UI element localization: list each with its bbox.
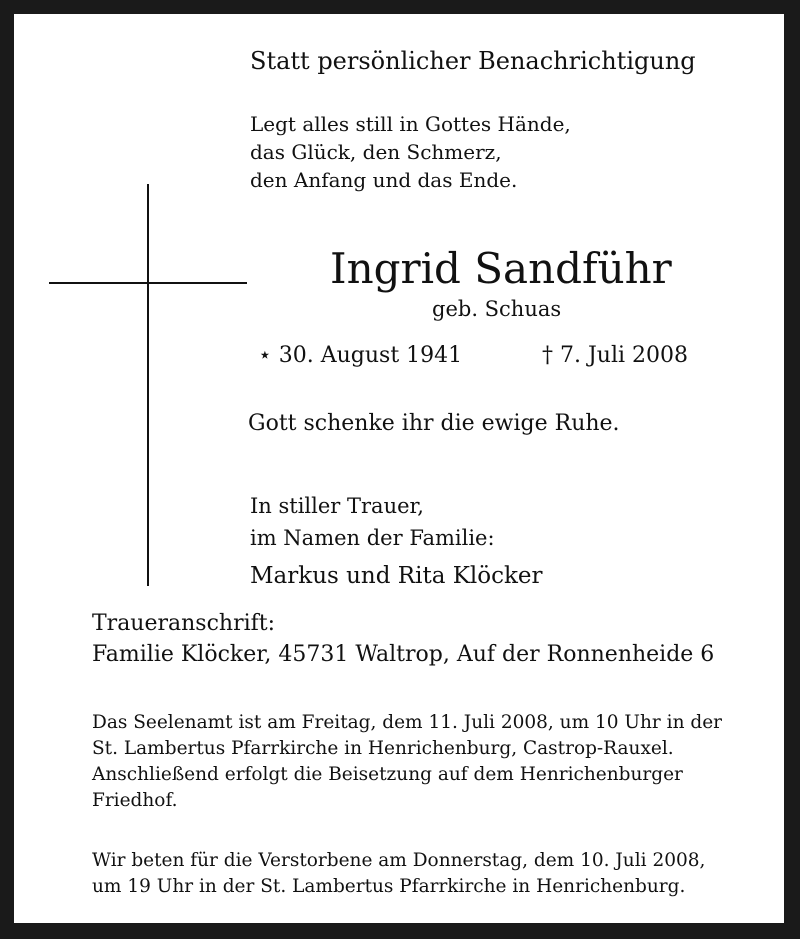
deceased-name: Ingrid Sandführ xyxy=(330,244,672,293)
mourning-names: Markus und Rita Klöcker xyxy=(250,563,543,589)
cross-icon-horizontal-bar xyxy=(49,282,247,284)
prayer-notice: Wir beten für die Verstorbene am Donnerstag, dem 10. Juli 2008, um 19 Uhr in der St. Lambertus Pfarrkirche in Henrichenburg. xyxy=(92,850,706,897)
death-date: † 7. Juli 2008 xyxy=(542,343,689,368)
cross-icon-vertical-bar xyxy=(147,184,149,586)
memorial-poem: Legt alles still in Gottes Hände, das Glück, den Schmerz, den Anfang und das Ende. xyxy=(250,112,571,192)
address-value: Familie Klöcker, 45731 Waltrop, Auf der Ronnenheide 6 xyxy=(92,642,715,667)
address-label: Traueranschrift: xyxy=(92,611,276,636)
blessing-line: Gott schenke ihr die ewige Ruhe. xyxy=(248,411,620,436)
mourning-text: In stiller Trauer, im Namen der Familie: xyxy=(250,494,495,550)
notice-header: Statt persönlicher Benachrichtigung xyxy=(250,47,696,75)
service-notice: Das Seelenamt ist am Freitag, dem 11. Juli 2008, um 10 Uhr in der St. Lambertus Pfarrkirche in Henrichenburg, Castrop-Rauxel. Anschließend erfolgt die Beisetzung auf dem Henrichenburger Friedhof. xyxy=(92,712,723,811)
maiden-name: geb. Schuas xyxy=(432,297,562,321)
birth-date: ⋆ 30. August 1941 xyxy=(258,343,463,368)
